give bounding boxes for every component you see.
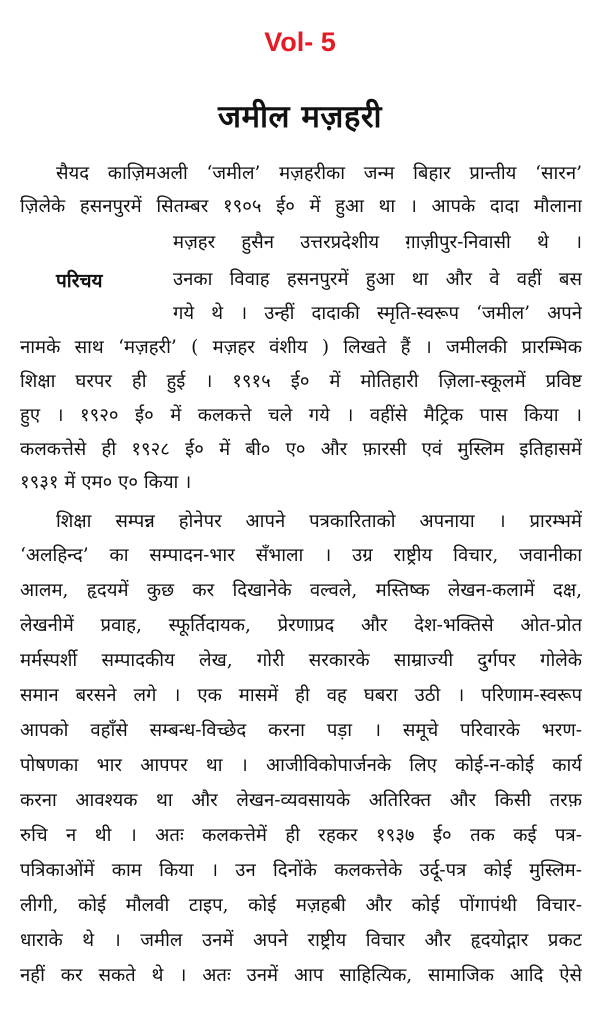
text-line: मर्मस्पर्शी सम्पादकीय लेख, गोरी सरकारके साम्राज्यी दुर्गपर गोलेके: [20, 650, 582, 671]
text-line: सैयद काज़िमअली ‘जमील’ मज़हरीका जन्म बिहार प्रान्तीय ‘सारन’: [56, 163, 582, 184]
text-line: कलकत्तेसे ही १९२८ ई० में बी० ए० और फ़ारसी एवं मुस्लिम इतिहासमें: [20, 439, 582, 460]
text-line: रुचि न थी । अतः कलकत्तेमें ही रहकर १९३७ ई० तक कई पत्र-: [20, 825, 582, 846]
text-line: करना आवश्यक था और लेखन-व्यवसायके अतिरिक्त और किसी तरफ़: [20, 790, 582, 811]
text-line: धाराके थे । जमील उनमें अपने राष्ट्रीय विचार और हृदयोद्गार प्रकट: [20, 930, 582, 951]
side-heading: परिचय: [56, 270, 103, 292]
text-line: मज़हर हुसैन उत्तरप्रदेशीय ग़ाज़ीपुर-निवासी थे ।: [173, 232, 582, 253]
text-line: शिक्षा सम्पन्न होनेपर आपने पत्रकारिताको अपनाया । प्रारम्भमें: [56, 511, 582, 532]
page-title: जमील मज़हरी: [217, 99, 383, 135]
text-line: पत्रिकाओंमें काम किया । उन दिनोंके कलकत्तेके उर्दू-पत्र कोई मुस्लिम-: [20, 860, 582, 881]
text-line: ज़िलेके हसनपुरमें सितम्बर १९०५ ई० में हुआ था । आपके दादा मौलाना: [20, 196, 582, 217]
text-line: नहीं कर सकते थे । अतः उनमें आप साहित्यिक, सामाजिक आदि ऐसे: [20, 965, 582, 986]
text-line: लीगी, कोई मौलवी टाइप, कोई मज़हबी और कोई पोंगापंथी विचार-: [20, 895, 582, 916]
text-line: पोषणका भार आपपर था । आजीविकोपार्जनके लिए कोई-न-कोई कार्य: [20, 755, 582, 776]
text-line: हुए । १९२० ई० में कलकत्ते चले गये । वहींसे मैट्रिक पास किया ।: [20, 405, 582, 426]
text-line: ‘अलहिन्द’ का सम्पादन-भार सँभाला । उग्र राष्ट्रीय विचार, जवानीका: [20, 545, 582, 566]
text-line: लेखनीमें प्रवाह, स्फूर्तिदायक, प्रेरणाप्रद और देश-भक्तिसे ओत-प्रोत: [20, 615, 582, 636]
text-line: नामके साथ ‘मज़हरी’ ( मज़हर वंशीय ) लिखते हैं । जमीलकी प्रारम्भिक: [20, 337, 582, 358]
text-line: उनका विवाह हसनपुरमें हुआ था और वे वहीं बस: [173, 269, 582, 290]
text-line: आपको वहाँसे सम्बन्ध-विच्छेद करना पड़ा । समूचे परिवारके भरण-: [20, 720, 582, 741]
text-line: गये थे । उन्हीं दादाकी स्मृति-स्वरूप ‘जमील’ अपने: [173, 303, 582, 324]
text-line: शिक्षा घरपर ही हुई । १९१५ ई० में मोतिहारी ज़िला-स्कूलमें प्रविष्ट: [20, 371, 582, 392]
text-line: समान बरसने लगे । एक मासमें ही वह घबरा उठी । परिणाम-स्वरूप: [20, 685, 582, 706]
volume-label: Vol- 5: [264, 27, 336, 57]
text-line: १९३१ में एम० ए० किया ।: [20, 472, 192, 493]
text-line: आलम, हृदयमें कुछ कर दिखानेके वल्वले, मस्तिष्क लेखन-कलामें दक्ष,: [20, 580, 582, 601]
